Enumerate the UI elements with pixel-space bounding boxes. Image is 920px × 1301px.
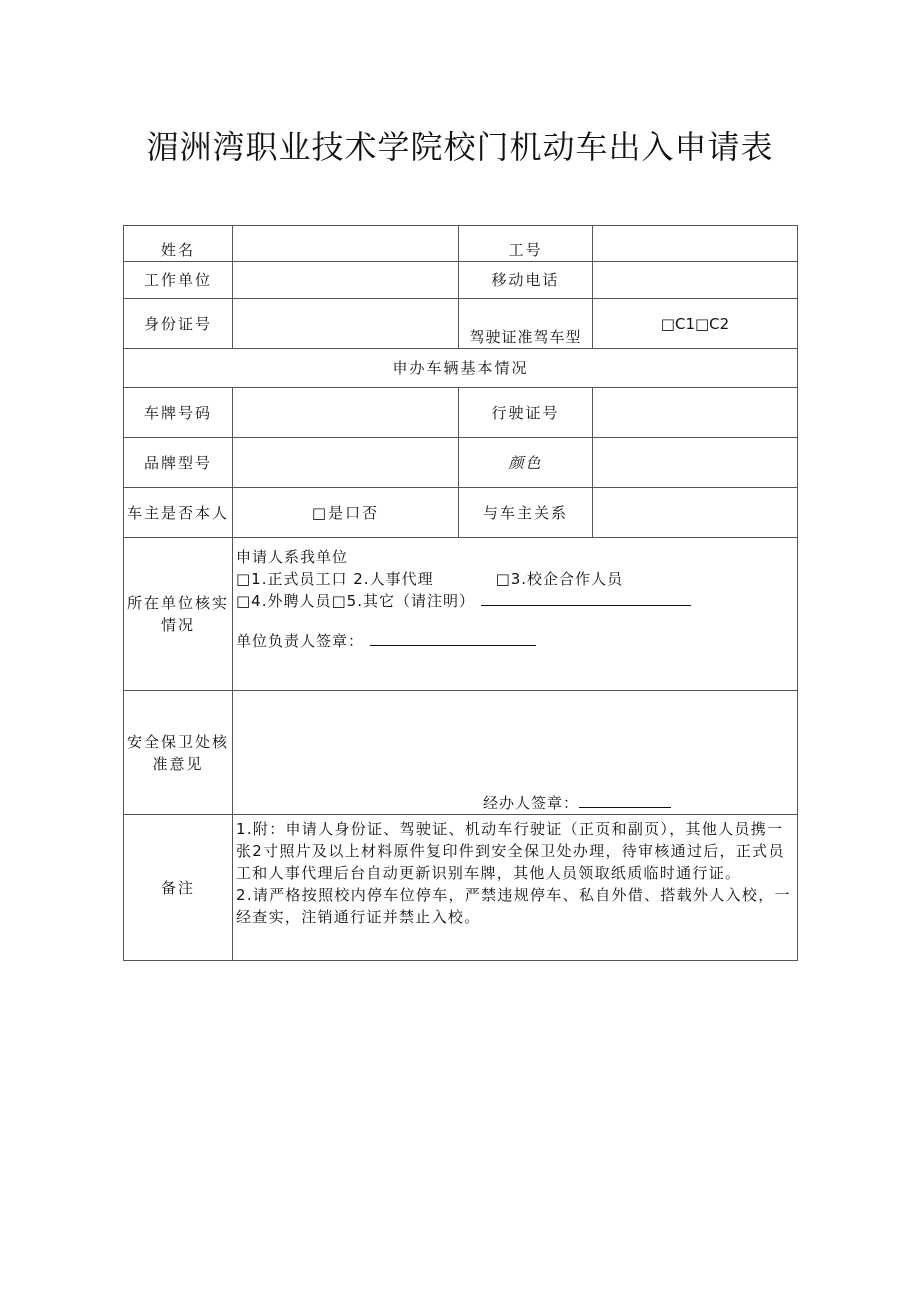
brand-label: 品牌型号 (124, 438, 233, 488)
mobile-field[interactable] (593, 262, 798, 299)
id-no-label: 身份证号 (124, 299, 233, 349)
work-unit-label: 工作单位 (124, 262, 233, 299)
mobile-label: 移动电话 (459, 262, 593, 299)
page-title: 湄洲湾职业技术学院校门机动车出入申请表 (146, 128, 774, 166)
security-label: 安全保卫处核准意见 (124, 691, 233, 815)
vehicle-license-field[interactable] (593, 388, 798, 438)
name-label: 姓名 (124, 226, 233, 262)
id-no-field[interactable] (233, 299, 459, 349)
security-sign-label: 经办人签章： (482, 794, 579, 812)
color-field[interactable] (593, 438, 798, 488)
remarks-content (233, 815, 798, 961)
unit-sign-label: 单位负责人签章： (236, 632, 365, 650)
employment-type-option-3[interactable]: □3.校企合作人员 (495, 570, 624, 588)
employment-type-options-4-5[interactable]: □4.外聘人员□5.其它（请注明） (236, 592, 475, 610)
unit-sign-line[interactable] (370, 631, 536, 646)
remark-2: 2.请严格按照校内停车位停车，严禁违规停车、私自外借、搭载外人入校，一经查实，注销通行证并禁止入校。 (236, 886, 791, 926)
plate-label: 车牌号码 (124, 388, 233, 438)
employment-type-options-1-2[interactable]: □1.正式员工口 2.人事代理 (236, 570, 434, 588)
remarks-label: 备注 (124, 815, 233, 961)
application-form (123, 225, 798, 961)
unit-check-content (233, 538, 798, 691)
owner-self-options[interactable]: □是口否 (233, 488, 459, 538)
staff-no-field[interactable] (593, 226, 798, 262)
remark-1: 1.附：申请人身份证、驾驶证、机动车行驶证（正页和副页），其他人员携一张2寸照片及以上材料原件复印件到安全保卫处办理，待审核通过后，正式员工和人事代理后台自动更新识别车牌，其他人员领取纸质临时通行证。 (236, 820, 785, 882)
security-sign-line[interactable] (579, 793, 671, 808)
security-content (233, 691, 798, 815)
vehicle-license-label: 行驶证号 (459, 388, 593, 438)
plate-field[interactable] (233, 388, 459, 438)
color-label: 颜色 (459, 438, 593, 488)
license-type-label: 驾驶证准驾车型 (459, 299, 593, 349)
unit-check-label: 所在单位核实情况 (124, 538, 233, 691)
vehicle-section-heading: 申办车辆基本情况 (124, 349, 798, 388)
relation-field[interactable] (593, 488, 798, 538)
owner-self-label: 车主是否本人 (124, 488, 233, 538)
other-specify-line[interactable] (481, 591, 691, 606)
work-unit-field[interactable] (233, 262, 459, 299)
unit-check-line1: 申请人系我单位 (236, 548, 349, 566)
license-type-options[interactable]: □C1□C2 (593, 299, 798, 349)
relation-label: 与车主关系 (459, 488, 593, 538)
name-field[interactable] (233, 226, 459, 262)
staff-no-label: 工号 (459, 226, 593, 262)
brand-field[interactable] (233, 438, 459, 488)
